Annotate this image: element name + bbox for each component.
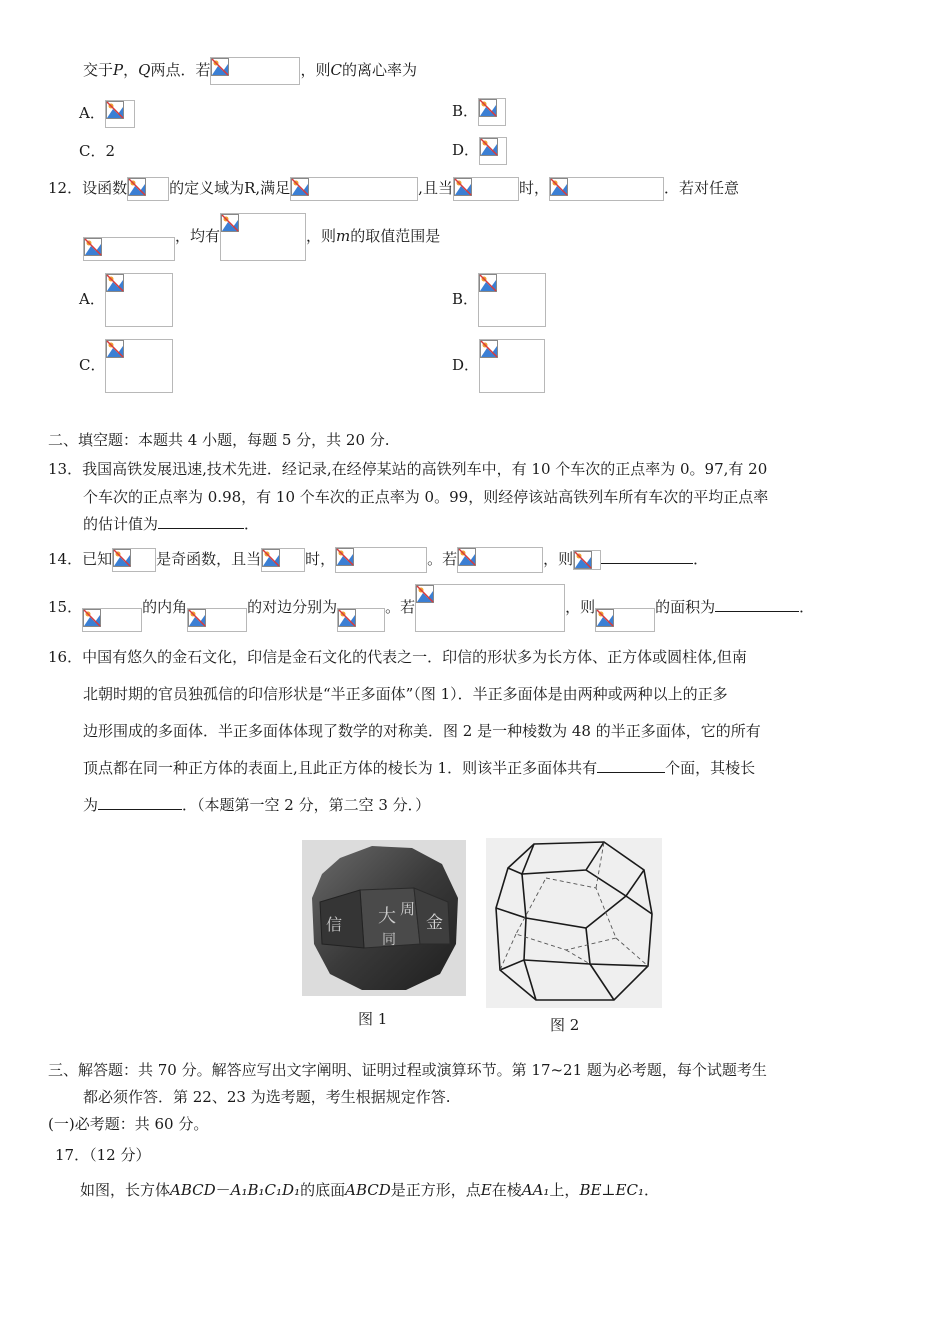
figure-1-caption: 图 1 (358, 1010, 388, 1028)
text: ．若对任意 (663, 179, 739, 197)
broken-image-icon (480, 340, 498, 358)
broken-image-icon (84, 238, 102, 256)
formula-image (105, 273, 173, 327)
seal-char: 金 (426, 913, 443, 933)
answer-blank (715, 597, 799, 612)
text: ．（本题第一空 2 分，第二空 3 分．） (182, 796, 431, 814)
broken-image-icon (113, 549, 131, 567)
formula-image (290, 177, 418, 201)
q17-text (80, 1180, 659, 1200)
text: 的对边分别为 (247, 598, 338, 616)
math-var: m (336, 227, 351, 245)
broken-image-icon (128, 178, 146, 196)
section3-line1: 三、解答题：共 70 分。解答应写出文字阐明、证明过程或演算环节。第 17~21 题为必考题，每个试题考生 (48, 1061, 767, 1079)
option-label: B． (452, 102, 479, 120)
text: 个面，其棱长 (665, 759, 756, 777)
broken-image-icon (479, 274, 497, 292)
broken-image-icon (221, 214, 239, 232)
text: ， (123, 61, 139, 79)
formula-image (478, 273, 546, 327)
option-label: C．2 (79, 142, 116, 160)
broken-image-icon (106, 274, 124, 292)
broken-image-icon (596, 609, 614, 627)
seal-image (302, 840, 466, 996)
answer-blank (597, 758, 665, 773)
q15-line (48, 583, 814, 632)
q14-line (48, 547, 708, 573)
q13-line2: 个车次的正点率为 0.98，有 10 个车次的正点率为 0。99，则经停该站高铁列车所有车次的平均正点率 (83, 488, 769, 506)
q11-line (83, 57, 417, 85)
q16-line3: 边形围成的多面体．半正多面体体现了数学的对称美．图 2 是一种棱数为 48 的半正多面体，它的所有 (83, 722, 761, 740)
formula-image (105, 339, 173, 393)
formula-image (210, 57, 300, 85)
text: 的取值范围是 (350, 227, 441, 245)
text: ． (799, 598, 815, 616)
q16-line4 (83, 758, 755, 778)
formula-image (83, 237, 175, 261)
text: ,且当 (418, 179, 453, 197)
broken-image-icon (416, 585, 434, 603)
formula-image (220, 213, 306, 261)
q12-option-a (79, 272, 173, 327)
math-var: A₁B₁C₁D₁ (230, 1181, 301, 1199)
text: ，则 (565, 598, 596, 616)
text: 时， (518, 179, 549, 197)
formula-image (457, 547, 543, 573)
text: － (215, 1181, 231, 1199)
text: 的底面 (300, 1181, 346, 1199)
option-label: A． (79, 104, 105, 122)
figure-2-polyhedron (486, 838, 662, 1008)
broken-image-icon (211, 58, 229, 76)
q11-option-c (79, 141, 115, 161)
math-var: E (480, 1181, 492, 1199)
q11-option-a (79, 100, 135, 128)
text: ，则 (306, 227, 337, 245)
q12-line1 (48, 177, 739, 201)
q12-option-d (452, 338, 545, 393)
q11-option-b (452, 98, 506, 126)
broken-image-icon (480, 138, 498, 156)
section3-subheading: (一)必考题：共 60 分。 (48, 1115, 209, 1133)
formula-image (595, 608, 655, 632)
formula-image (337, 608, 385, 632)
formula-image (127, 177, 169, 201)
broken-image-icon (574, 551, 592, 569)
section-heading: 二、填空题：本题共 4 小题，每题 5 分，共 20 分. (48, 431, 390, 449)
figure-2-caption: 图 2 (550, 1016, 580, 1034)
seal-char: 周 (400, 900, 416, 918)
formula-image (105, 100, 135, 128)
broken-image-icon (106, 340, 124, 358)
text: 12．设函数 (48, 179, 128, 197)
broken-image-icon (291, 178, 309, 196)
formula-image (573, 550, 601, 570)
math-var: C (330, 61, 342, 79)
text: ． (693, 550, 709, 568)
text: ． (643, 1181, 659, 1199)
text: 顶点都在同一种正方体的表面上,且此正方体的棱长为 1．则该半正多面体共有 (83, 759, 598, 777)
q11-option-d (452, 137, 507, 165)
figure-1-seal-photo (302, 840, 466, 996)
q12-line2 (83, 212, 440, 261)
broken-image-icon (106, 101, 124, 119)
broken-image-icon (479, 99, 497, 117)
q12-option-c (79, 338, 173, 393)
text: 在棱 (491, 1181, 522, 1199)
formula-image (549, 177, 664, 201)
broken-image-icon (262, 549, 280, 567)
math-var: AA₁ (521, 1181, 550, 1199)
text: 两点．若 (150, 61, 211, 79)
q12-option-b (452, 272, 546, 327)
q17-heading: 17．（12 分） (55, 1146, 151, 1164)
text: 上， (549, 1181, 580, 1199)
text: ，均有 (175, 227, 221, 245)
math-var: BE⊥EC₁ (579, 1181, 644, 1199)
text: 。若 (385, 598, 416, 616)
formula-image (453, 177, 519, 201)
broken-image-icon (458, 548, 476, 566)
math-var: ABCD (345, 1181, 391, 1199)
formula-image (187, 608, 247, 632)
text: ． (244, 515, 260, 533)
text: 的估计值为 (83, 515, 159, 533)
broken-image-icon (188, 609, 206, 627)
broken-image-icon (550, 178, 568, 196)
section3-line2: 都必须作答．第 22、23 为选考题，考生根据规定作答. (83, 1088, 451, 1106)
text: 是奇函数，且当 (156, 550, 262, 568)
text: 。若 (427, 550, 458, 568)
text: 时， (305, 550, 336, 568)
text: 的面积为 (655, 598, 716, 616)
formula-image (415, 584, 565, 632)
text: 交于 (83, 61, 114, 79)
formula-image (478, 98, 506, 126)
broken-image-icon (336, 548, 354, 566)
text: ，则 (300, 61, 331, 79)
polyhedron-diagram (486, 838, 662, 1008)
text: 15． (48, 598, 83, 616)
text: 的离心率为 (341, 61, 417, 79)
option-label: C． (79, 356, 106, 374)
formula-image (261, 548, 305, 572)
text: 的内角 (142, 598, 188, 616)
answer-blank (601, 549, 693, 564)
q16-line5 (83, 795, 430, 815)
formula-image (479, 137, 507, 165)
broken-image-icon (83, 609, 101, 627)
q16-line1: 16．中国有悠久的金石文化，印信是金石文化的代表之一．印信的形状多为长方体、正方体或圆柱体,但南 (48, 648, 747, 666)
answer-blank (98, 795, 182, 810)
q13-line3 (83, 514, 259, 534)
text: 是正方形，点 (390, 1181, 481, 1199)
option-label: D． (452, 141, 480, 159)
text: ，则 (543, 550, 574, 568)
option-label: A． (79, 290, 105, 308)
q16-line2: 北朝时期的官员独孤信的印信形状是“半正多面体”（图 1）．半正多面体是由两种或两种以上的正多 (83, 685, 728, 703)
math-var: Q (138, 61, 151, 79)
math-var: ABCD (170, 1181, 216, 1199)
broken-image-icon (338, 609, 356, 627)
text: 的定义域为R,满足 (169, 179, 291, 197)
answer-blank (158, 514, 244, 529)
q13-line1: 13．我国高铁发展迅速,技术先进．经记录,在经停某站的高铁列车中，有 10 个车次的正点率为 0。97,有 20 (48, 460, 768, 478)
formula-image (112, 548, 156, 572)
formula-image (335, 547, 427, 573)
seal-char: 信 (326, 915, 343, 934)
formula-image (479, 339, 545, 393)
text: 如图，长方体 (80, 1181, 171, 1199)
seal-char: 同 (382, 932, 396, 948)
text: 为 (83, 796, 99, 814)
option-label: B． (452, 290, 479, 308)
math-var: P (113, 61, 124, 79)
formula-image (82, 608, 142, 632)
text: 14．已知 (48, 550, 113, 568)
seal-char: 大 (378, 906, 396, 927)
option-label: D． (452, 356, 480, 374)
broken-image-icon (454, 178, 472, 196)
